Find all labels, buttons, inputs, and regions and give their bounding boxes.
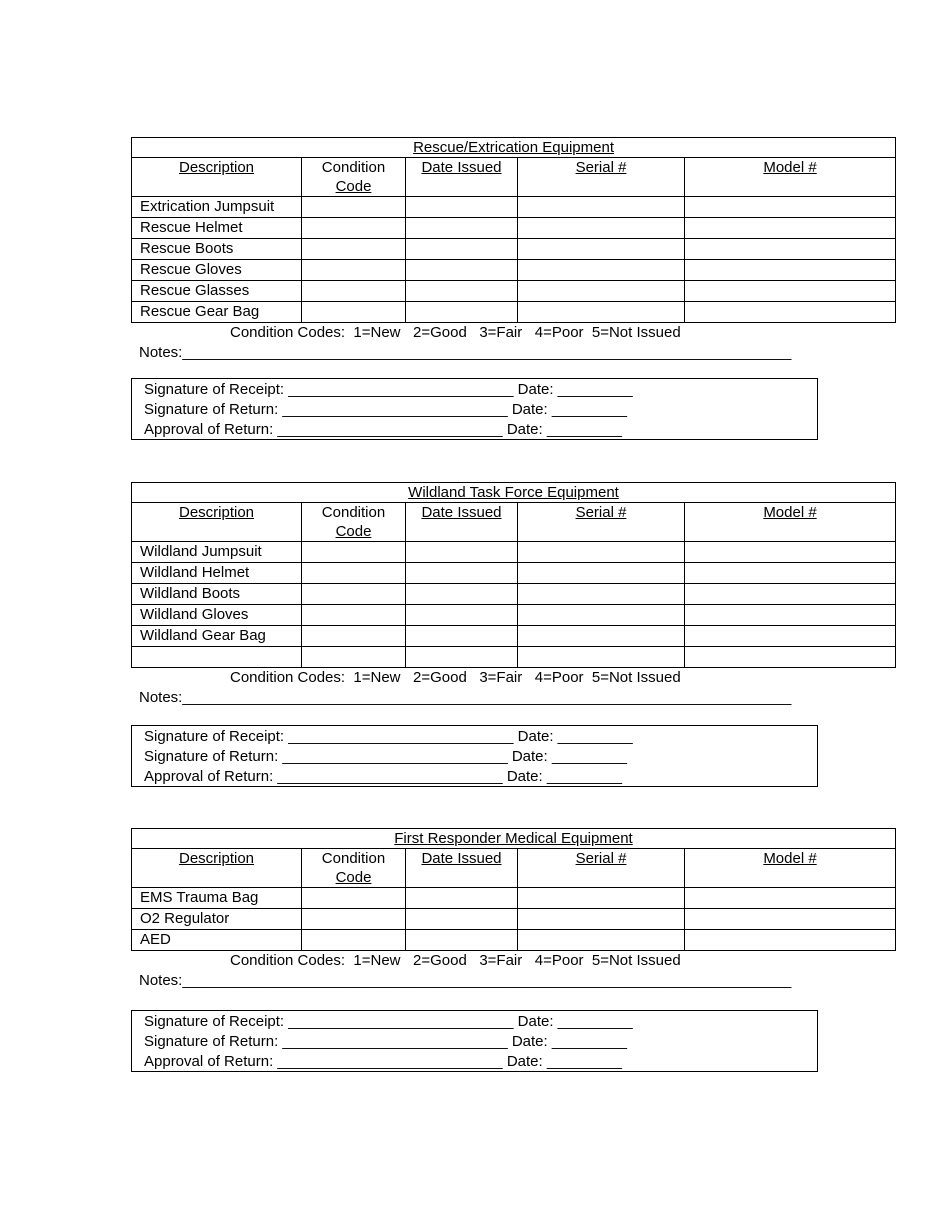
signature-box	[131, 725, 818, 787]
signature-of-return-line[interactable]: Signature of Return: ___________________________ Date: _________	[144, 1033, 627, 1050]
table-title: Wildland Task Force Equipment	[132, 483, 896, 503]
approval-of-return-line[interactable]: Approval of Return: ___________________________ Date: _________	[144, 1053, 622, 1070]
condition-cell[interactable]	[302, 542, 406, 563]
table-row	[132, 260, 896, 281]
serial-cell[interactable]	[518, 218, 685, 239]
table-row	[132, 542, 896, 563]
notes-line[interactable]: Notes:_________________________________________________________________________	[139, 344, 792, 361]
condition-cell[interactable]	[302, 563, 406, 584]
serial-header: Serial #	[518, 849, 685, 888]
condition-cell[interactable]	[302, 197, 406, 218]
condition-cell[interactable]	[302, 239, 406, 260]
serial-cell[interactable]	[518, 239, 685, 260]
item-description: AED	[132, 930, 302, 951]
date-issued-cell[interactable]	[406, 302, 518, 323]
item-description: Rescue Gear Bag	[132, 302, 302, 323]
condition-cell[interactable]	[302, 605, 406, 626]
signature-box	[131, 1010, 818, 1072]
condition-cell[interactable]	[302, 626, 406, 647]
signature-of-receipt-line[interactable]: Signature of Receipt: ___________________________ Date: _________	[144, 1013, 633, 1030]
date-issued-cell[interactable]	[406, 584, 518, 605]
model-cell[interactable]	[685, 584, 896, 605]
rescue-extrication-section	[131, 137, 895, 438]
signature-of-return-line[interactable]: Signature of Return: ___________________________ Date: _________	[144, 401, 627, 418]
date-issued-cell[interactable]	[406, 542, 518, 563]
serial-cell[interactable]	[518, 584, 685, 605]
model-cell[interactable]	[685, 302, 896, 323]
table-row	[132, 239, 896, 260]
serial-header: Serial #	[518, 158, 685, 197]
model-cell[interactable]	[685, 197, 896, 218]
date-issued-cell[interactable]	[406, 197, 518, 218]
table-title: Rescue/Extrication Equipment	[132, 138, 896, 158]
model-cell[interactable]	[685, 626, 896, 647]
notes-line[interactable]: Notes:_________________________________________________________________________	[139, 972, 792, 989]
table-row	[132, 302, 896, 323]
condition-codes-legend: Condition Codes: 1=New 2=Good 3=Fair 4=Poor 5=Not Issued	[230, 669, 681, 686]
item-description: Extrication Jumpsuit	[132, 197, 302, 218]
date-issued-cell[interactable]	[406, 647, 518, 668]
approval-of-return-line[interactable]: Approval of Return: ___________________________ Date: _________	[144, 768, 622, 785]
date-issued-cell[interactable]	[406, 218, 518, 239]
equipment-table	[131, 482, 896, 668]
condition-cell[interactable]	[302, 888, 406, 909]
model-header: Model #	[685, 849, 896, 888]
signature-of-receipt-line[interactable]: Signature of Receipt: ___________________________ Date: _________	[144, 381, 633, 398]
serial-cell[interactable]	[518, 197, 685, 218]
table-row	[132, 281, 896, 302]
model-cell[interactable]	[685, 605, 896, 626]
condition-codes-legend: Condition Codes: 1=New 2=Good 3=Fair 4=Poor 5=Not Issued	[230, 324, 681, 341]
table-row	[132, 605, 896, 626]
date-issued-cell[interactable]	[406, 260, 518, 281]
table-row	[132, 909, 896, 930]
serial-cell[interactable]	[518, 563, 685, 584]
signature-box	[131, 378, 818, 440]
description-header: Description	[132, 849, 302, 888]
condition-cell[interactable]	[302, 302, 406, 323]
signature-of-return-line[interactable]: Signature of Return: ___________________________ Date: _________	[144, 748, 627, 765]
serial-cell[interactable]	[518, 626, 685, 647]
serial-cell[interactable]	[518, 281, 685, 302]
model-cell[interactable]	[685, 647, 896, 668]
serial-cell[interactable]	[518, 260, 685, 281]
model-header: Model #	[685, 158, 896, 197]
item-description: Rescue Gloves	[132, 260, 302, 281]
model-cell[interactable]	[685, 218, 896, 239]
date-issued-cell[interactable]	[406, 239, 518, 260]
date-issued-cell[interactable]	[406, 281, 518, 302]
model-cell[interactable]	[685, 260, 896, 281]
serial-cell[interactable]	[518, 302, 685, 323]
model-header: Model #	[685, 503, 896, 542]
condition-codes-legend: Condition Codes: 1=New 2=Good 3=Fair 4=Poor 5=Not Issued	[230, 952, 681, 969]
item-description: Rescue Boots	[132, 239, 302, 260]
item-description: Rescue Glasses	[132, 281, 302, 302]
serial-cell[interactable]	[518, 605, 685, 626]
condition-cell[interactable]	[302, 647, 406, 668]
table-row	[132, 888, 896, 909]
signature-of-receipt-line[interactable]: Signature of Receipt: ___________________________ Date: _________	[144, 728, 633, 745]
approval-of-return-line[interactable]: Approval of Return: ___________________________ Date: _________	[144, 421, 622, 438]
date-issued-header: Date Issued	[406, 503, 518, 542]
item-description[interactable]	[132, 647, 302, 668]
model-cell[interactable]	[685, 909, 896, 930]
table-row	[132, 930, 896, 951]
model-cell[interactable]	[685, 930, 896, 951]
table-row	[132, 584, 896, 605]
model-cell[interactable]	[685, 239, 896, 260]
date-issued-cell[interactable]	[406, 888, 518, 909]
item-description: Wildland Gear Bag	[132, 626, 302, 647]
condition-code-header: Condition Code	[302, 849, 406, 888]
condition-code-header: Condition Code	[302, 158, 406, 197]
item-description: Wildland Gloves	[132, 605, 302, 626]
item-description: Wildland Jumpsuit	[132, 542, 302, 563]
condition-cell[interactable]	[302, 930, 406, 951]
serial-cell[interactable]	[518, 542, 685, 563]
item-description: EMS Trauma Bag	[132, 888, 302, 909]
table-row	[132, 563, 896, 584]
serial-cell[interactable]	[518, 647, 685, 668]
item-description: Wildland Boots	[132, 584, 302, 605]
wildland-task-force-section	[131, 482, 895, 785]
description-header: Description	[132, 503, 302, 542]
date-issued-cell[interactable]	[406, 605, 518, 626]
table-row	[132, 197, 896, 218]
condition-cell[interactable]	[302, 218, 406, 239]
first-responder-medical-section	[131, 828, 895, 1070]
equipment-table	[131, 137, 896, 323]
date-issued-cell[interactable]	[406, 626, 518, 647]
serial-header: Serial #	[518, 503, 685, 542]
condition-code-header: Condition Code	[302, 503, 406, 542]
condition-cell[interactable]	[302, 584, 406, 605]
date-issued-cell[interactable]	[406, 563, 518, 584]
serial-cell[interactable]	[518, 930, 685, 951]
model-cell[interactable]	[685, 563, 896, 584]
date-issued-header: Date Issued	[406, 158, 518, 197]
model-cell[interactable]	[685, 542, 896, 563]
condition-cell[interactable]	[302, 909, 406, 930]
model-cell[interactable]	[685, 888, 896, 909]
model-cell[interactable]	[685, 281, 896, 302]
item-description: Wildland Helmet	[132, 563, 302, 584]
item-description: O2 Regulator	[132, 909, 302, 930]
condition-cell[interactable]	[302, 260, 406, 281]
condition-cell[interactable]	[302, 281, 406, 302]
date-issued-cell[interactable]	[406, 909, 518, 930]
description-header: Description	[132, 158, 302, 197]
notes-line[interactable]: Notes:_________________________________________________________________________	[139, 689, 792, 706]
serial-cell[interactable]	[518, 888, 685, 909]
equipment-table	[131, 828, 896, 951]
serial-cell[interactable]	[518, 909, 685, 930]
date-issued-cell[interactable]	[406, 930, 518, 951]
date-issued-header: Date Issued	[406, 849, 518, 888]
table-row	[132, 647, 896, 668]
item-description: Rescue Helmet	[132, 218, 302, 239]
table-title: First Responder Medical Equipment	[132, 829, 896, 849]
table-row	[132, 218, 896, 239]
table-row	[132, 626, 896, 647]
